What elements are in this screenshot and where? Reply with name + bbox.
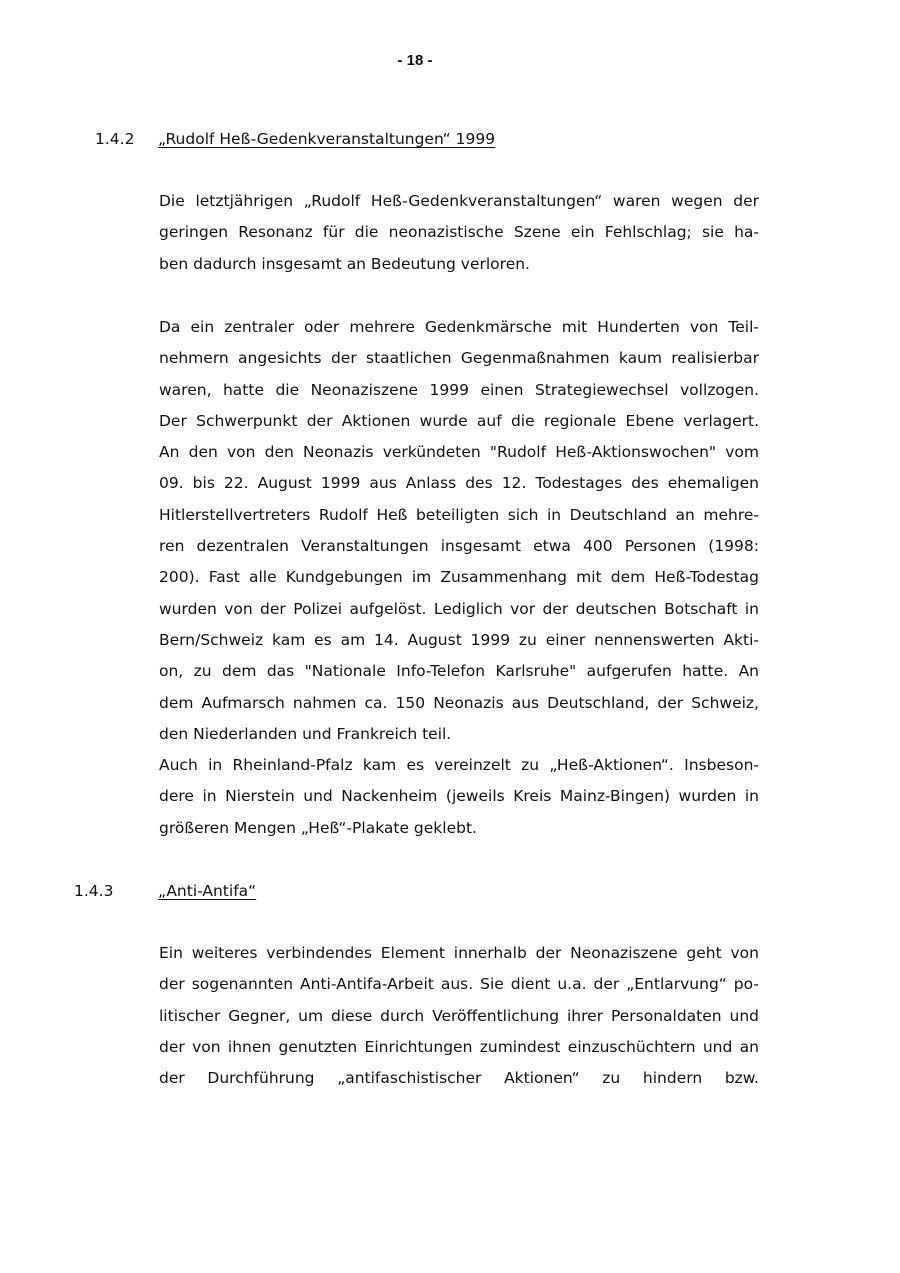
text-line: geringen Resonanz für die neonazistische Szene ein Fehlschlag; sie ha- [159, 223, 759, 242]
text-line: on, zu dem das "Nationale Info-Telefon Karlsruhe" aufgerufen hatte. An [159, 662, 759, 681]
text-line: ren dezentralen Veranstaltungen insgesamt etwa 400 Personen (1998: [159, 537, 759, 556]
text-line: litischer Gegner, um diese durch Veröffentlichung ihrer Personaldaten und [159, 1006, 759, 1025]
page-number: - 18 - [397, 52, 433, 69]
text-line: der von ihnen genutzten Einrichtungen zumindest einzuschüchtern und an [159, 1037, 759, 1056]
text-line: Auch in Rheinland-Pfalz kam es vereinzelt zu „Heß-Aktionen“. Insbeson- [159, 756, 759, 775]
text-line: 200). Fast alle Kundgebungen im Zusammenhang mit dem Heß-Todestag [159, 568, 759, 587]
section-title: „Rudolf Heß-Gedenkveranstaltungen“ 1999 [158, 130, 496, 148]
text-line: der Durchführung „antifaschistischer Aktionen“ zu hindern bzw. [159, 1069, 759, 1088]
text-line: wurden von der Polizei aufgelöst. Lediglich vor der deutschen Botschaft in [159, 599, 759, 618]
section-title: „Anti-Antifa“ [158, 882, 257, 900]
text-line: nehmern angesichts der staatlichen Gegenmaßnahmen kaum realisierbar [159, 349, 759, 368]
paragraph-hess-intro [159, 186, 759, 280]
text-line: dem Aufmarsch nahmen ca. 150 Neonazis aus Deutschland, der Schweiz, [159, 693, 759, 712]
text-line: größeren Mengen „Heß“-Plakate geklebt. [159, 818, 477, 837]
text-line: 09. bis 22. August 1999 aus Anlass des 12. Todestages des ehemaligen [159, 474, 759, 493]
text-line: Da ein zentraler oder mehrere Gedenkmärsche mit Hunderten von Teil- [159, 318, 759, 336]
text-line: Hitlerstellvertreters Rudolf Heß beteiligten sich in Deutschland an mehre- [159, 505, 759, 524]
paragraph-anti-antifa [159, 938, 759, 1094]
section-number: 1.4.2 [95, 130, 135, 148]
text-line: Ein weiteres verbindendes Element innerhalb der Neonaziszene geht von [159, 944, 759, 962]
paragraph-hess-details [159, 312, 759, 844]
text-line: An den von den Neonazis verkündeten "Rudolf Heß-Aktionswochen" vom [159, 443, 759, 462]
text-line: Der Schwerpunkt der Aktionen wurde auf die regionale Ebene verlagert. [159, 411, 759, 430]
text-line: ben dadurch insgesamt an Bedeutung verloren. [159, 254, 530, 273]
text-line: dere in Nierstein und Nackenheim (jeweils Kreis Mainz-Bingen) wurden in [159, 787, 759, 806]
text-line: waren, hatte die Neonaziszene 1999 einen Strategiewechsel vollzogen. [159, 380, 759, 399]
text-line: Bern/Schweiz kam es am 14. August 1999 zu einer nennenswerten Akti- [159, 630, 759, 649]
section-number: 1.4.3 [74, 882, 114, 900]
text-line: den Niederlanden und Frankreich teil. [159, 724, 452, 743]
text-line: der sogenannten Anti-Antifa-Arbeit aus. Sie dient u.a. der „Entlarvung“ po- [159, 975, 759, 994]
text-line: Die letztjährigen „Rudolf Heß-Gedenkveranstaltungen“ waren wegen der [159, 192, 759, 210]
